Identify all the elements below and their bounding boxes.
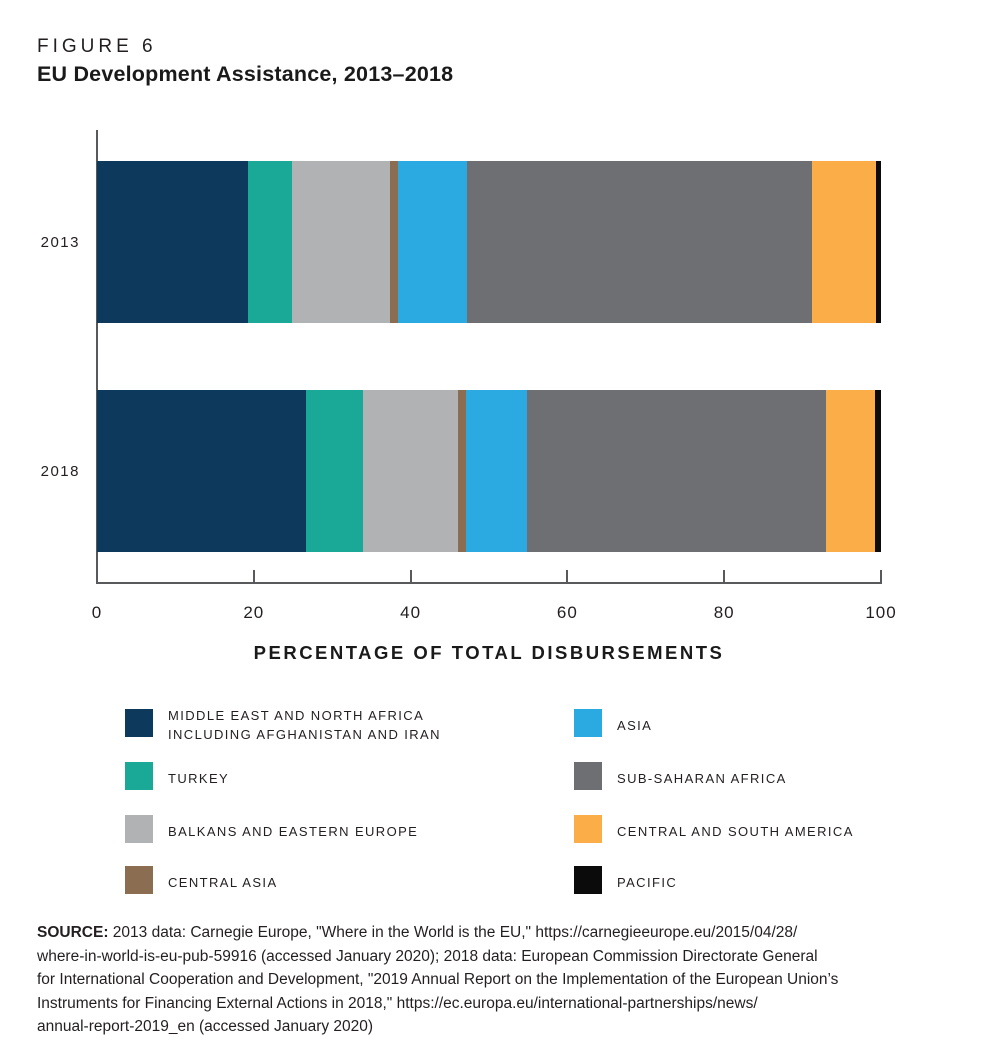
legend-item-pacific [574,866,1000,906]
x-axis-line [96,582,882,584]
x-tick-60 [566,570,568,583]
bar-segment-balkans-and-eastern-europe [292,161,390,323]
legend-label: MIDDLE EAST AND NORTH AFRICA INCLUDING AFGHANISTAN AND IRAN [168,708,441,742]
x-tick-100 [880,570,882,583]
legend-swatch [574,815,602,843]
source-line-3: for International Cooperation and Development, "2019 Annual Report on the Implementation of the European Union’s [37,971,839,989]
legend-swatch [125,762,153,790]
x-tick-label-20: 20 [243,603,265,622]
source-line-2: where-in-world-is-eu-pub-59916 (accessed January 2020); 2018 data: European Commission Directorate General [37,947,818,965]
x-tick-40 [410,570,412,583]
legend-item-turkey [125,762,555,802]
bar-segment-middle-east-and-north-africa-including-afghanistan-and-iran [97,390,306,552]
legend-swatch [125,709,153,737]
legend-swatch [125,815,153,843]
chart-title: EU Development Assistance, 2013–2018 [37,62,454,86]
figure-label: FIGURE 6 [37,36,157,57]
stacked-bar-2013 [97,161,881,323]
x-axis-title: PERCENTAGE OF TOTAL DISBURSEMENTS [253,642,725,663]
legend-swatch [574,866,602,894]
bar-segment-pacific [875,390,881,552]
x-tick-20 [253,570,255,583]
x-tick-label-0: 0 [91,603,103,622]
x-tick-label-40: 40 [400,603,422,622]
bar-segment-turkey [306,390,363,552]
bar-segment-turkey [248,161,293,323]
legend-label: ASIA [617,718,653,733]
x-tick-80 [723,570,725,583]
legend-label: PACIFIC [617,875,678,890]
legend-swatch [574,762,602,790]
bar-segment-pacific [876,161,881,323]
bar-segment-balkans-and-eastern-europe [363,390,459,552]
bar-segment-sub-saharan-africa [527,390,826,552]
legend-label: CENTRAL ASIA [168,875,278,890]
legend-item-middle-east-and-north-africa [125,709,555,749]
source-line-5: annual-report-2019_en (accessed January 2020) [37,1018,374,1036]
bar-segment-asia [398,161,467,323]
bar-segment-central-and-south-america [826,390,875,552]
legend-item-sub-saharan-africa [574,762,1000,802]
stacked-bar-2018 [97,390,881,552]
category-label-2013: 2013 [40,234,80,251]
source-line-4: Instruments for Financing External Actions in 2018," https://ec.europa.eu/international-partnerships/news/ [37,994,758,1012]
legend-label: TURKEY [168,771,230,786]
source-line-1: SOURCE: 2013 data: Carnegie Europe, "Where in the World is the EU," https://carnegieeurope.eu/2015/04/28/ [37,924,798,941]
bar-segment-asia [466,390,526,552]
bar-segment-central-and-south-america [812,161,876,323]
bar-segment-middle-east-and-north-africa-including-afghanistan-and-iran [97,161,248,323]
x-tick-label-100: 100 [865,603,897,622]
legend-label: CENTRAL AND SOUTH AMERICA [617,824,854,839]
category-label-2018: 2018 [40,463,80,480]
legend-label: BALKANS AND EASTERN EUROPE [168,824,419,839]
bar-segment-sub-saharan-africa [467,161,812,323]
x-tick-label-60: 60 [556,603,578,622]
source-label: SOURCE: [37,924,109,941]
x-tick-label-80: 80 [713,603,735,622]
legend-item-asia [574,709,1000,749]
source-note [37,921,977,1039]
legend-swatch [125,866,153,894]
legend-item-balkans-and-eastern-europe [125,815,555,855]
bar-segment-central-asia [458,390,466,552]
x-tick-0 [96,570,98,583]
legend-item-central-asia [125,866,555,906]
legend-swatch [574,709,602,737]
legend-label: SUB-SAHARAN AFRICA [617,771,787,786]
bar-segment-central-asia [390,161,398,323]
legend-item-central-and-south-america [574,815,1000,855]
plot-area [91,130,897,622]
